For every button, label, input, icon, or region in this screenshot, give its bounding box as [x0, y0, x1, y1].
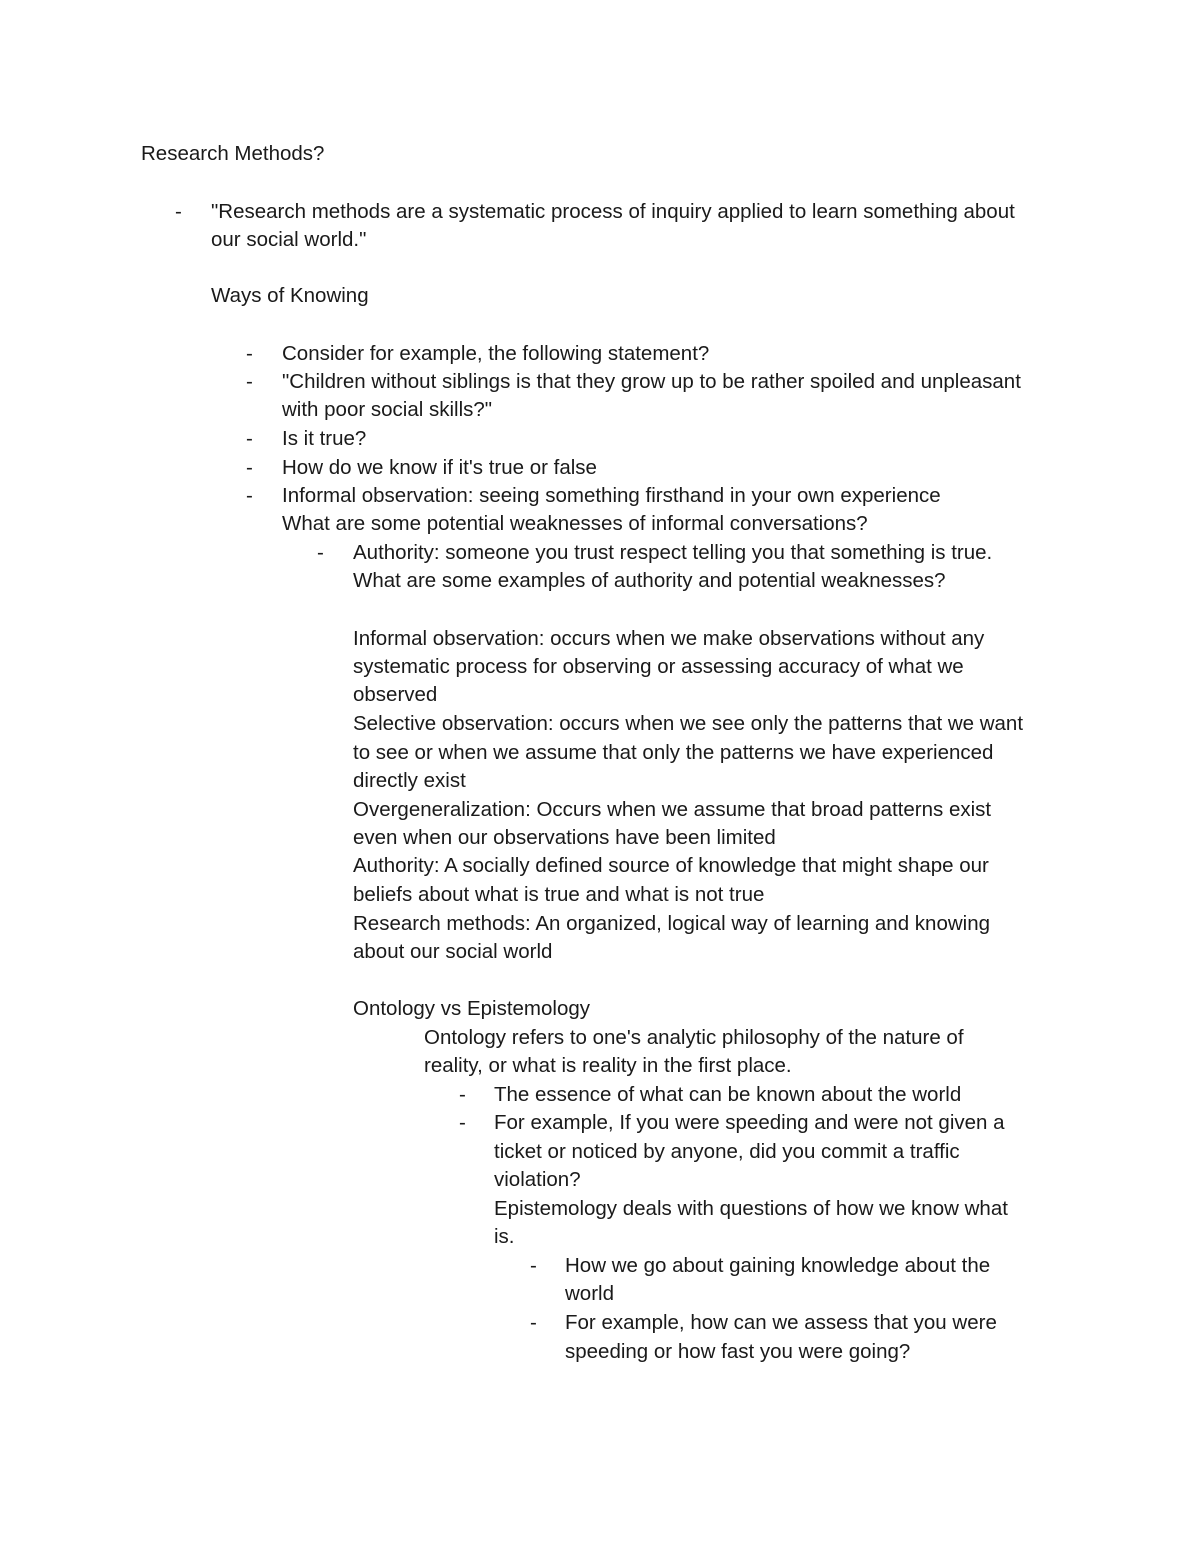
bullet-dash: -: [530, 1311, 537, 1334]
epistemology-definition-line-2: is.: [494, 1225, 515, 1248]
bullet-dash: -: [175, 200, 182, 223]
bullet-dash: -: [317, 541, 324, 564]
is-it-true-item: Is it true?: [282, 427, 367, 450]
bullet-dash: -: [530, 1254, 537, 1277]
informal-observation-definition-line-3: observed: [353, 683, 438, 706]
overgeneralization-definition-line-1: Overgeneralization: Occurs when we assume that broad patterns exist: [353, 798, 992, 821]
ways-of-knowing-heading: Ways of Knowing: [211, 284, 369, 307]
bullet-dash: -: [246, 484, 253, 507]
bullet-dash: -: [459, 1083, 466, 1106]
document-title: Research Methods?: [141, 142, 325, 165]
selective-observation-definition-line-3: directly exist: [353, 769, 466, 792]
assess-speeding-item-line-1: For example, how can we assess that you were: [565, 1311, 997, 1334]
how-do-we-know-item: How do we know if it's true or false: [282, 456, 597, 479]
speeding-example-line-2: ticket or noticed by anyone, did you commit a traffic: [494, 1140, 960, 1163]
research-methods-definition-line-2: about our social world: [353, 940, 553, 963]
selective-observation-definition-line-2: to see or when we assume that only the patterns we have experienced: [353, 741, 994, 764]
weaknesses-question: What are some potential weaknesses of informal conversations?: [282, 512, 868, 535]
overgeneralization-definition-line-2: even when our observations have been limited: [353, 826, 776, 849]
authority-question: What are some examples of authority and potential weaknesses?: [353, 569, 946, 592]
informal-observation-definition-line-1: Informal observation: occurs when we make observations without any: [353, 627, 985, 650]
bullet-dash: -: [246, 427, 253, 450]
assess-speeding-item-line-2: speeding or how fast you were going?: [565, 1340, 911, 1363]
definition-line-1: "Research methods are a systematic process of inquiry applied to learn something about: [211, 200, 1015, 223]
bullet-dash: -: [246, 456, 253, 479]
essence-item: The essence of what can be known about the world: [494, 1083, 962, 1106]
research-methods-definition-line-1: Research methods: An organized, logical way of learning and knowing: [353, 912, 991, 935]
bullet-dash: -: [246, 370, 253, 393]
bullet-dash: -: [459, 1111, 466, 1134]
gaining-knowledge-item-line-2: world: [565, 1282, 614, 1305]
gaining-knowledge-item-line-1: How we go about gaining knowledge about the: [565, 1254, 991, 1277]
epistemology-definition-line-1: Epistemology deals with questions of how we know what: [494, 1197, 1008, 1220]
speeding-example-line-1: For example, If you were speeding and were not given a: [494, 1111, 1005, 1134]
bullet-dash: -: [246, 342, 253, 365]
informal-observation-definition-line-2: systematic process for observing or assessing accuracy of what we: [353, 655, 964, 678]
authority-item: Authority: someone you trust respect telling you that something is true.: [353, 541, 993, 564]
authority-definition-line-1: Authority: A socially defined source of knowledge that might shape our: [353, 854, 989, 877]
informal-observation-item: Informal observation: seeing something firsthand in your own experience: [282, 484, 941, 507]
definition-line-2: our social world.": [211, 228, 367, 251]
ontology-definition-line-1: Ontology refers to one's analytic philosophy of the nature of: [424, 1026, 964, 1049]
children-statement-line-1: "Children without siblings is that they grow up to be rather spoiled and unpleasant: [282, 370, 1021, 393]
children-statement-line-2: with poor social skills?": [282, 398, 493, 421]
ontology-epistemology-heading: Ontology vs Epistemology: [353, 997, 591, 1020]
authority-definition-line-2: beliefs about what is true and what is not true: [353, 883, 765, 906]
selective-observation-definition-line-1: Selective observation: occurs when we see only the patterns that we want: [353, 712, 1024, 735]
ontology-definition-line-2: reality, or what is reality in the first place.: [424, 1054, 792, 1077]
consider-item: Consider for example, the following statement?: [282, 342, 710, 365]
speeding-example-line-3: violation?: [494, 1168, 581, 1191]
